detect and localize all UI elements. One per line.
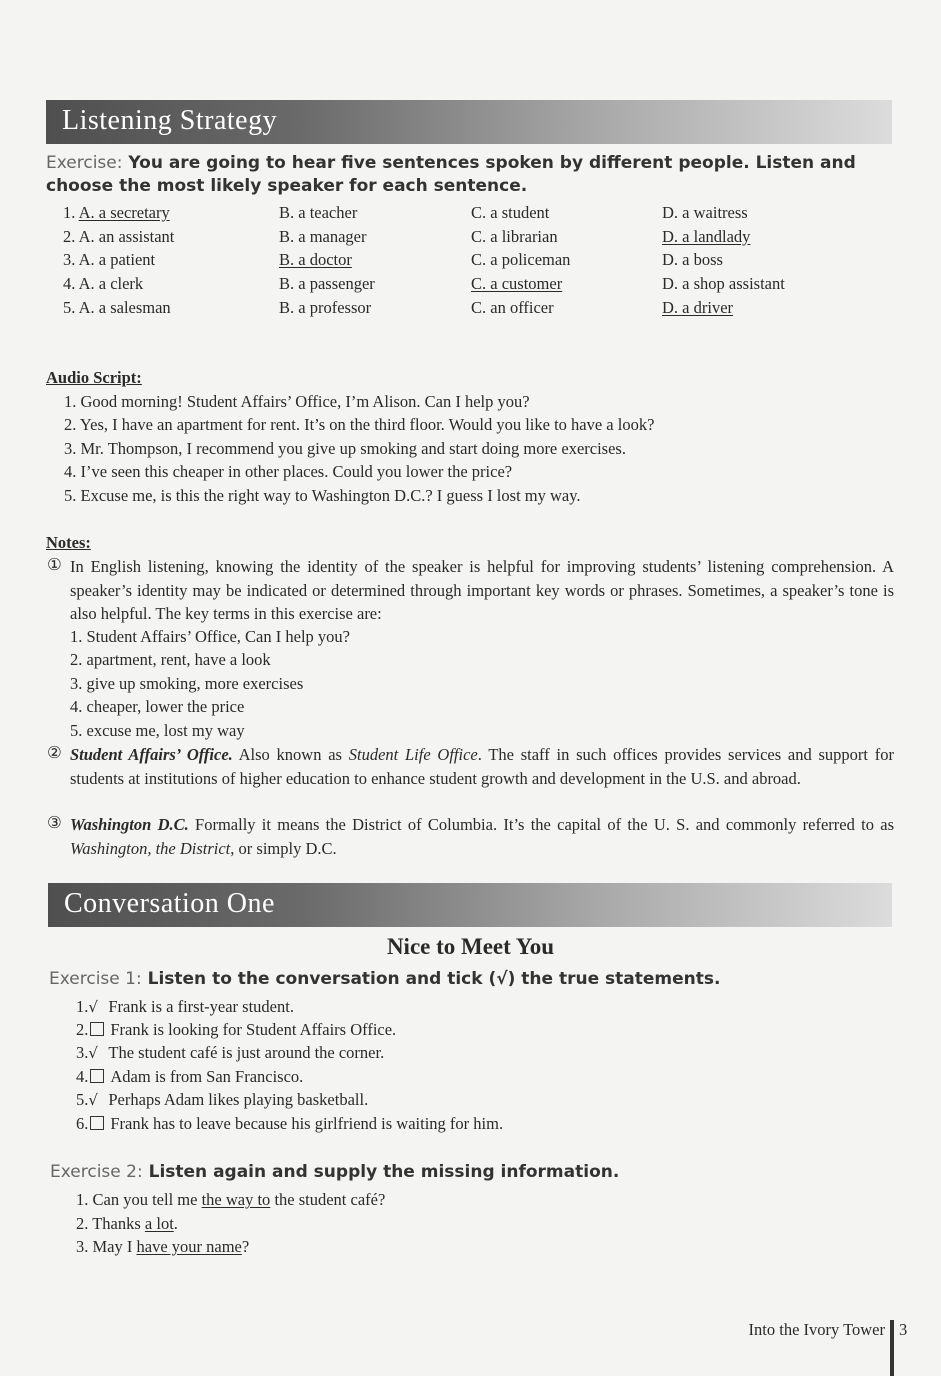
choice-b: B. a teacher — [279, 203, 358, 222]
script-line: 5. Excuse me, is this the right way to Washington D.C.? I guess I lost my way. — [64, 486, 581, 505]
empty-checkbox[interactable] — [90, 1116, 104, 1130]
choice-a: 5. A. a salesman — [63, 298, 171, 317]
statement-row: 6. Frank has to leave because his girlfriend is waiting for him. — [76, 1114, 504, 1133]
fill-in-answer: have your name — [136, 1237, 242, 1256]
page-divider — [890, 1320, 894, 1376]
tick-mark: √ — [88, 1044, 98, 1062]
exercise-2-instruction — [50, 1161, 900, 1184]
script-line: 4. I’ve seen this cheaper in other places. Could you lower the price? — [64, 462, 513, 481]
choice-c: C. a policeman — [471, 250, 571, 269]
empty-checkbox[interactable] — [90, 1069, 104, 1083]
conversation-title: Nice to Meet You — [386, 934, 555, 959]
choice-c-answer: C. a customer — [471, 274, 563, 293]
tick-mark: √ — [88, 998, 98, 1016]
choice-c: C. a student — [471, 203, 550, 222]
choice-d-answer: D. a landlady — [662, 227, 751, 246]
choice-b: B. a manager — [279, 227, 367, 246]
note-1-text: In English listening, knowing the identity of the speaker is helpful for improving students’ listening comprehension. A speaker’s identity may be indicated or determined through important key words or phrases. Sometimes, a speaker’s tone is also helpful. The key terms in this exercise are: — [70, 557, 894, 623]
note-marker: ③ — [47, 813, 62, 832]
page-number: 3 — [899, 1320, 908, 1339]
note-marker: ① — [47, 555, 62, 574]
audio-script-heading: Audio Script: — [46, 368, 142, 387]
key-term-item: 1. Student Affairs’ Office, Can I help you? — [70, 627, 350, 646]
choice-b: B. a professor — [279, 298, 372, 317]
running-title: Into the Ivory Tower — [748, 1320, 885, 1339]
exercise-label: Exercise 1: — [49, 969, 142, 989]
script-line: 1. Good morning! Student Affairs’ Office, I’m Alison. Can I help you? — [64, 392, 530, 411]
note-2-text: Student Affairs’ Office. Also known as Student Life Office. The staff in such offices provides services and support for students at institutions of higher education to enhance student growth and development in the U.S. and abroad. — [70, 745, 895, 788]
key-term-item: 5. excuse me, lost my way — [70, 721, 245, 740]
answer-choice: A. a secretary — [78, 203, 170, 222]
choice-d: D. a waitress — [662, 203, 748, 222]
statement-row: 5.√ Perhaps Adam likes playing basketball. — [76, 1090, 369, 1109]
fill-in-item: 2. Thanks a lot. — [76, 1214, 178, 1233]
exercise-text: Listen again and supply the missing information. — [148, 1162, 620, 1182]
note-marker: ② — [47, 743, 62, 762]
choice-d: D. a shop assistant — [662, 274, 785, 293]
exercise-label: Exercise 2: — [50, 1162, 143, 1182]
script-line: 3. Mr. Thompson, I recommend you give up smoking and start doing more exercises. — [64, 439, 626, 458]
tick-mark: √ — [88, 1091, 98, 1109]
statement-row: 1.√ Frank is a first-year student. — [76, 997, 294, 1016]
section-title: Listening Strategy — [62, 105, 278, 136]
choice-b-answer: B. a doctor — [279, 250, 352, 269]
key-term-item: 2. apartment, rent, have a look — [70, 650, 271, 669]
note-3-text: Washington D.C. Formally it means the District of Columbia. It’s the capital of the U. S. and commonly referred to as Washington, the District, or simply D.C. — [70, 815, 894, 858]
note-2-alias: Student Life Office — [348, 745, 478, 764]
section-banner-conversation-one — [48, 883, 892, 927]
choice-d: D. a boss — [662, 250, 723, 269]
empty-checkbox[interactable] — [90, 1022, 104, 1036]
choice-b: B. a passenger — [279, 274, 375, 293]
exercise-text: Listen to the conversation and tick (√) the true statements. — [147, 969, 721, 989]
note-2-term: Student Affairs’ Office. — [70, 745, 233, 764]
fill-in-item: 1. Can you tell me the way to the student café? — [76, 1190, 386, 1209]
choice-a: 4. A. a clerk — [63, 274, 144, 293]
section-title: Conversation One — [64, 888, 275, 919]
exercise-instruction — [46, 152, 896, 198]
fill-in-answer: the way to — [201, 1190, 271, 1209]
key-term-item: 3. give up smoking, more exercises — [70, 674, 304, 693]
choice-a: 3. A. a patient — [63, 250, 156, 269]
fill-in-item: 3. May I have your name? — [76, 1237, 250, 1256]
statement-row: 2. Frank is looking for Student Affairs Office. — [76, 1020, 397, 1039]
choice-c: C. an officer — [471, 298, 554, 317]
choice-a: 2. A. an assistant — [63, 227, 175, 246]
note-3-term: Washington D.C. — [70, 815, 189, 834]
statement-row: 4. Adam is from San Francisco. — [76, 1067, 304, 1086]
note-3-alias: Washington, the District — [70, 838, 231, 858]
choice-c: C. a librarian — [471, 227, 558, 246]
choice-a: 1. A. a secretary — [63, 203, 170, 222]
choice-d-answer: D. a driver — [662, 298, 734, 317]
fill-in-answer: a lot — [144, 1214, 174, 1233]
exercise-text: You are going to hear five sentences spoken by different people. Listen and choose the most likely speaker for each sentence. — [46, 153, 856, 196]
script-line: 2. Yes, I have an apartment for rent. It’s on the third floor. Would you like to have a look? — [64, 415, 655, 434]
notes-heading: Notes: — [46, 533, 91, 552]
section-banner-listening-strategy — [46, 100, 892, 144]
exercise-1-instruction — [49, 968, 899, 991]
exercise-label: Exercise: — [46, 153, 123, 173]
statement-row: 3.√ The student café is just around the corner. — [76, 1043, 385, 1062]
key-term-item: 4. cheaper, lower the price — [70, 697, 245, 716]
